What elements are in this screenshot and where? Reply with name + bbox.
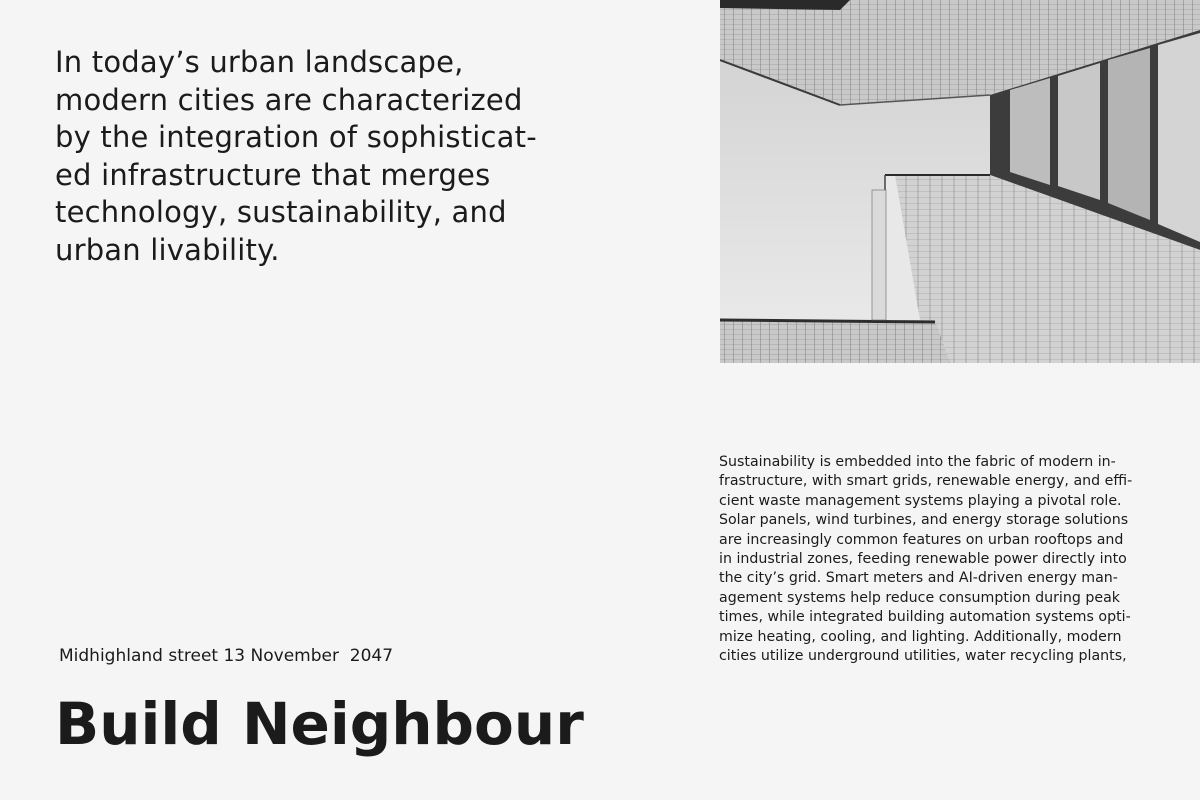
intro-paragraph: In today’s urban landscape, modern cities are characterized by the integration of sophisticat- ed infrastructure that merges technology, sustainability, and urban livability. <box>55 45 537 267</box>
building-photo <box>720 0 1200 363</box>
body-paragraph: Sustainability is embedded into the fabric of modern in- frastructure, with smart grids, renewable energy, and effi- cient waste management systems playing a pivotal role. Solar panels, wind turbines, and energy storage solutions are increasingly common features on urban rooftops and in industrial zones, feeding renewable power directly into the city’s grid. Smart meters and AI-driven energy man- agement systems help reduce consumption during peak times, while integrated building automation systems opti- mize heating, cooling, and lighting. Additionally, modern cities utilize underground utilities, water recycling plants, <box>719 454 1133 665</box>
page-title: Build Neighbour <box>55 690 584 758</box>
address-date-line: Midhighland street 13 November 2047 <box>59 646 394 666</box>
